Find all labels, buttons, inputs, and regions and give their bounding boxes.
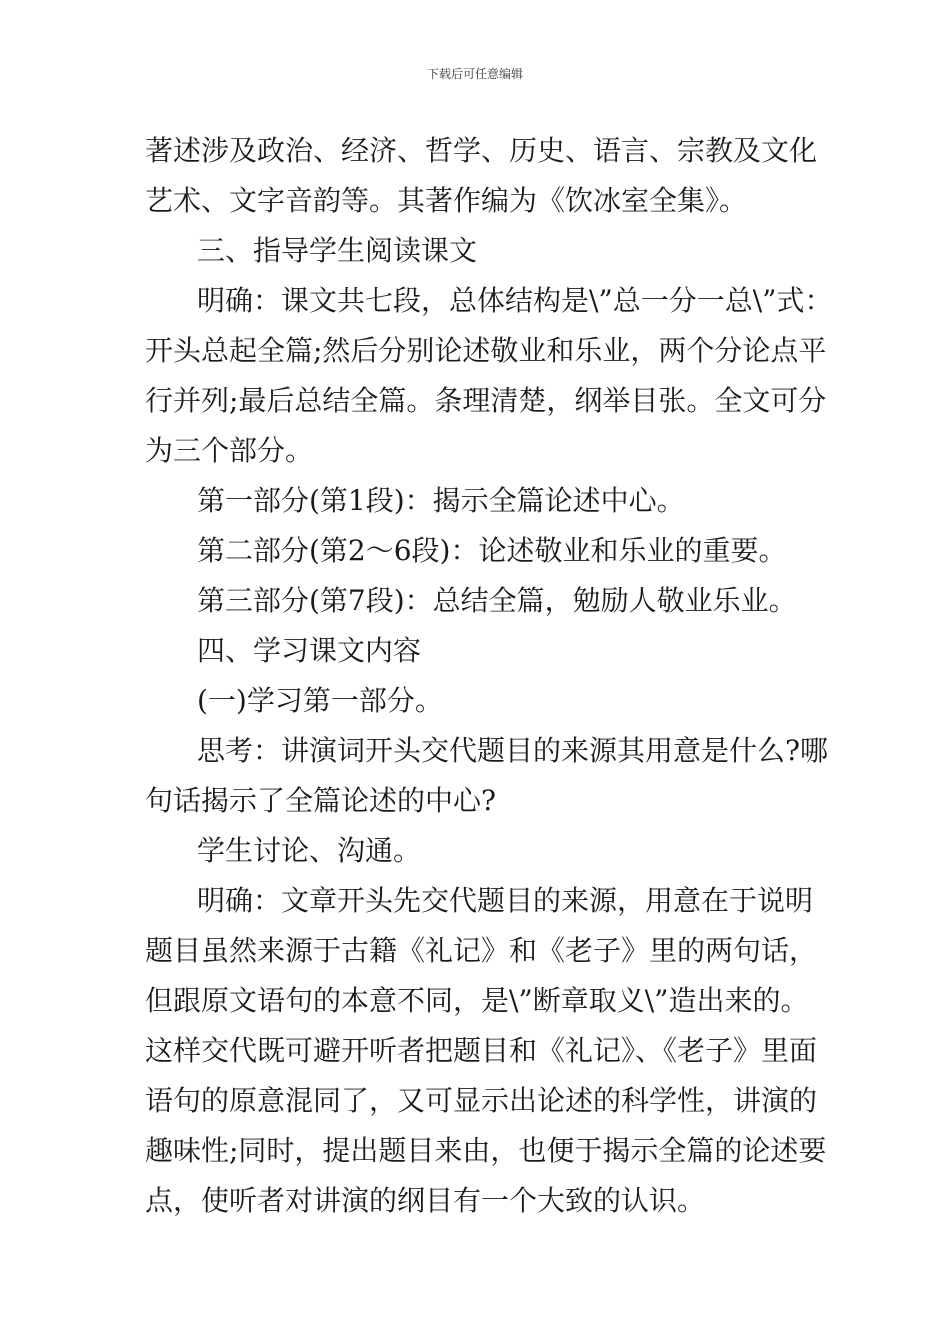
section-heading-3: 三、指导学生阅读课文 bbox=[197, 234, 478, 267]
paragraph-structure: 明确：课文共七段，总体结构是\”总一分一总\”式：开头总起全篇;然后分别论述敬业和乐业，两个分论点平行并列;最后总结全篇。条理清楚，纲举目张。全文可分为三个部分。 bbox=[145, 284, 833, 467]
paragraph-part-1: 第一部分(第1段)：揭示全篇论述中心。 bbox=[197, 484, 685, 517]
page-header: 下载后可任意编辑 bbox=[426, 67, 523, 81]
document-body bbox=[145, 126, 835, 1226]
subsection-heading-1: (一)学习第一部分。 bbox=[197, 684, 443, 717]
paragraph-continuation: 著述涉及政治、经济、哲学、历史、语言、宗教及文化艺术、文字音韵等。其著作编为《饮冰室全集》。 bbox=[145, 134, 818, 217]
paragraph-answer: 明确：文章开头先交代题目的来源，用意在于说明题目虽然来源于古籍《礼记》和《老子》里的两句话，但跟原文语句的本意不同，是\”断章取义\”造出来的。这样交代既可避开听者把题目和《礼记》、《老子》里面语句的原意混同了，又可显示出论述的科学性，讲演的趣味性;同时，提出题目来由，也便于揭示全篇的论述要点，使听者对讲演的纲目有一个大致的认识。 bbox=[145, 884, 827, 1217]
paragraph-part-2: 第二部分(第2～6段)：论述敬业和乐业的重要。 bbox=[197, 534, 787, 567]
paragraph-question: 思考：讲演词开头交代题目的来源其用意是什么?哪句话揭示了全篇论述的中心? bbox=[145, 734, 829, 817]
paragraph-discussion: 学生讨论、沟通。 bbox=[197, 834, 422, 867]
section-heading-4: 四、学习课文内容 bbox=[197, 634, 422, 667]
paragraph-part-3: 第三部分(第7段)：总结全篇，勉励人敬业乐业。 bbox=[197, 584, 797, 617]
